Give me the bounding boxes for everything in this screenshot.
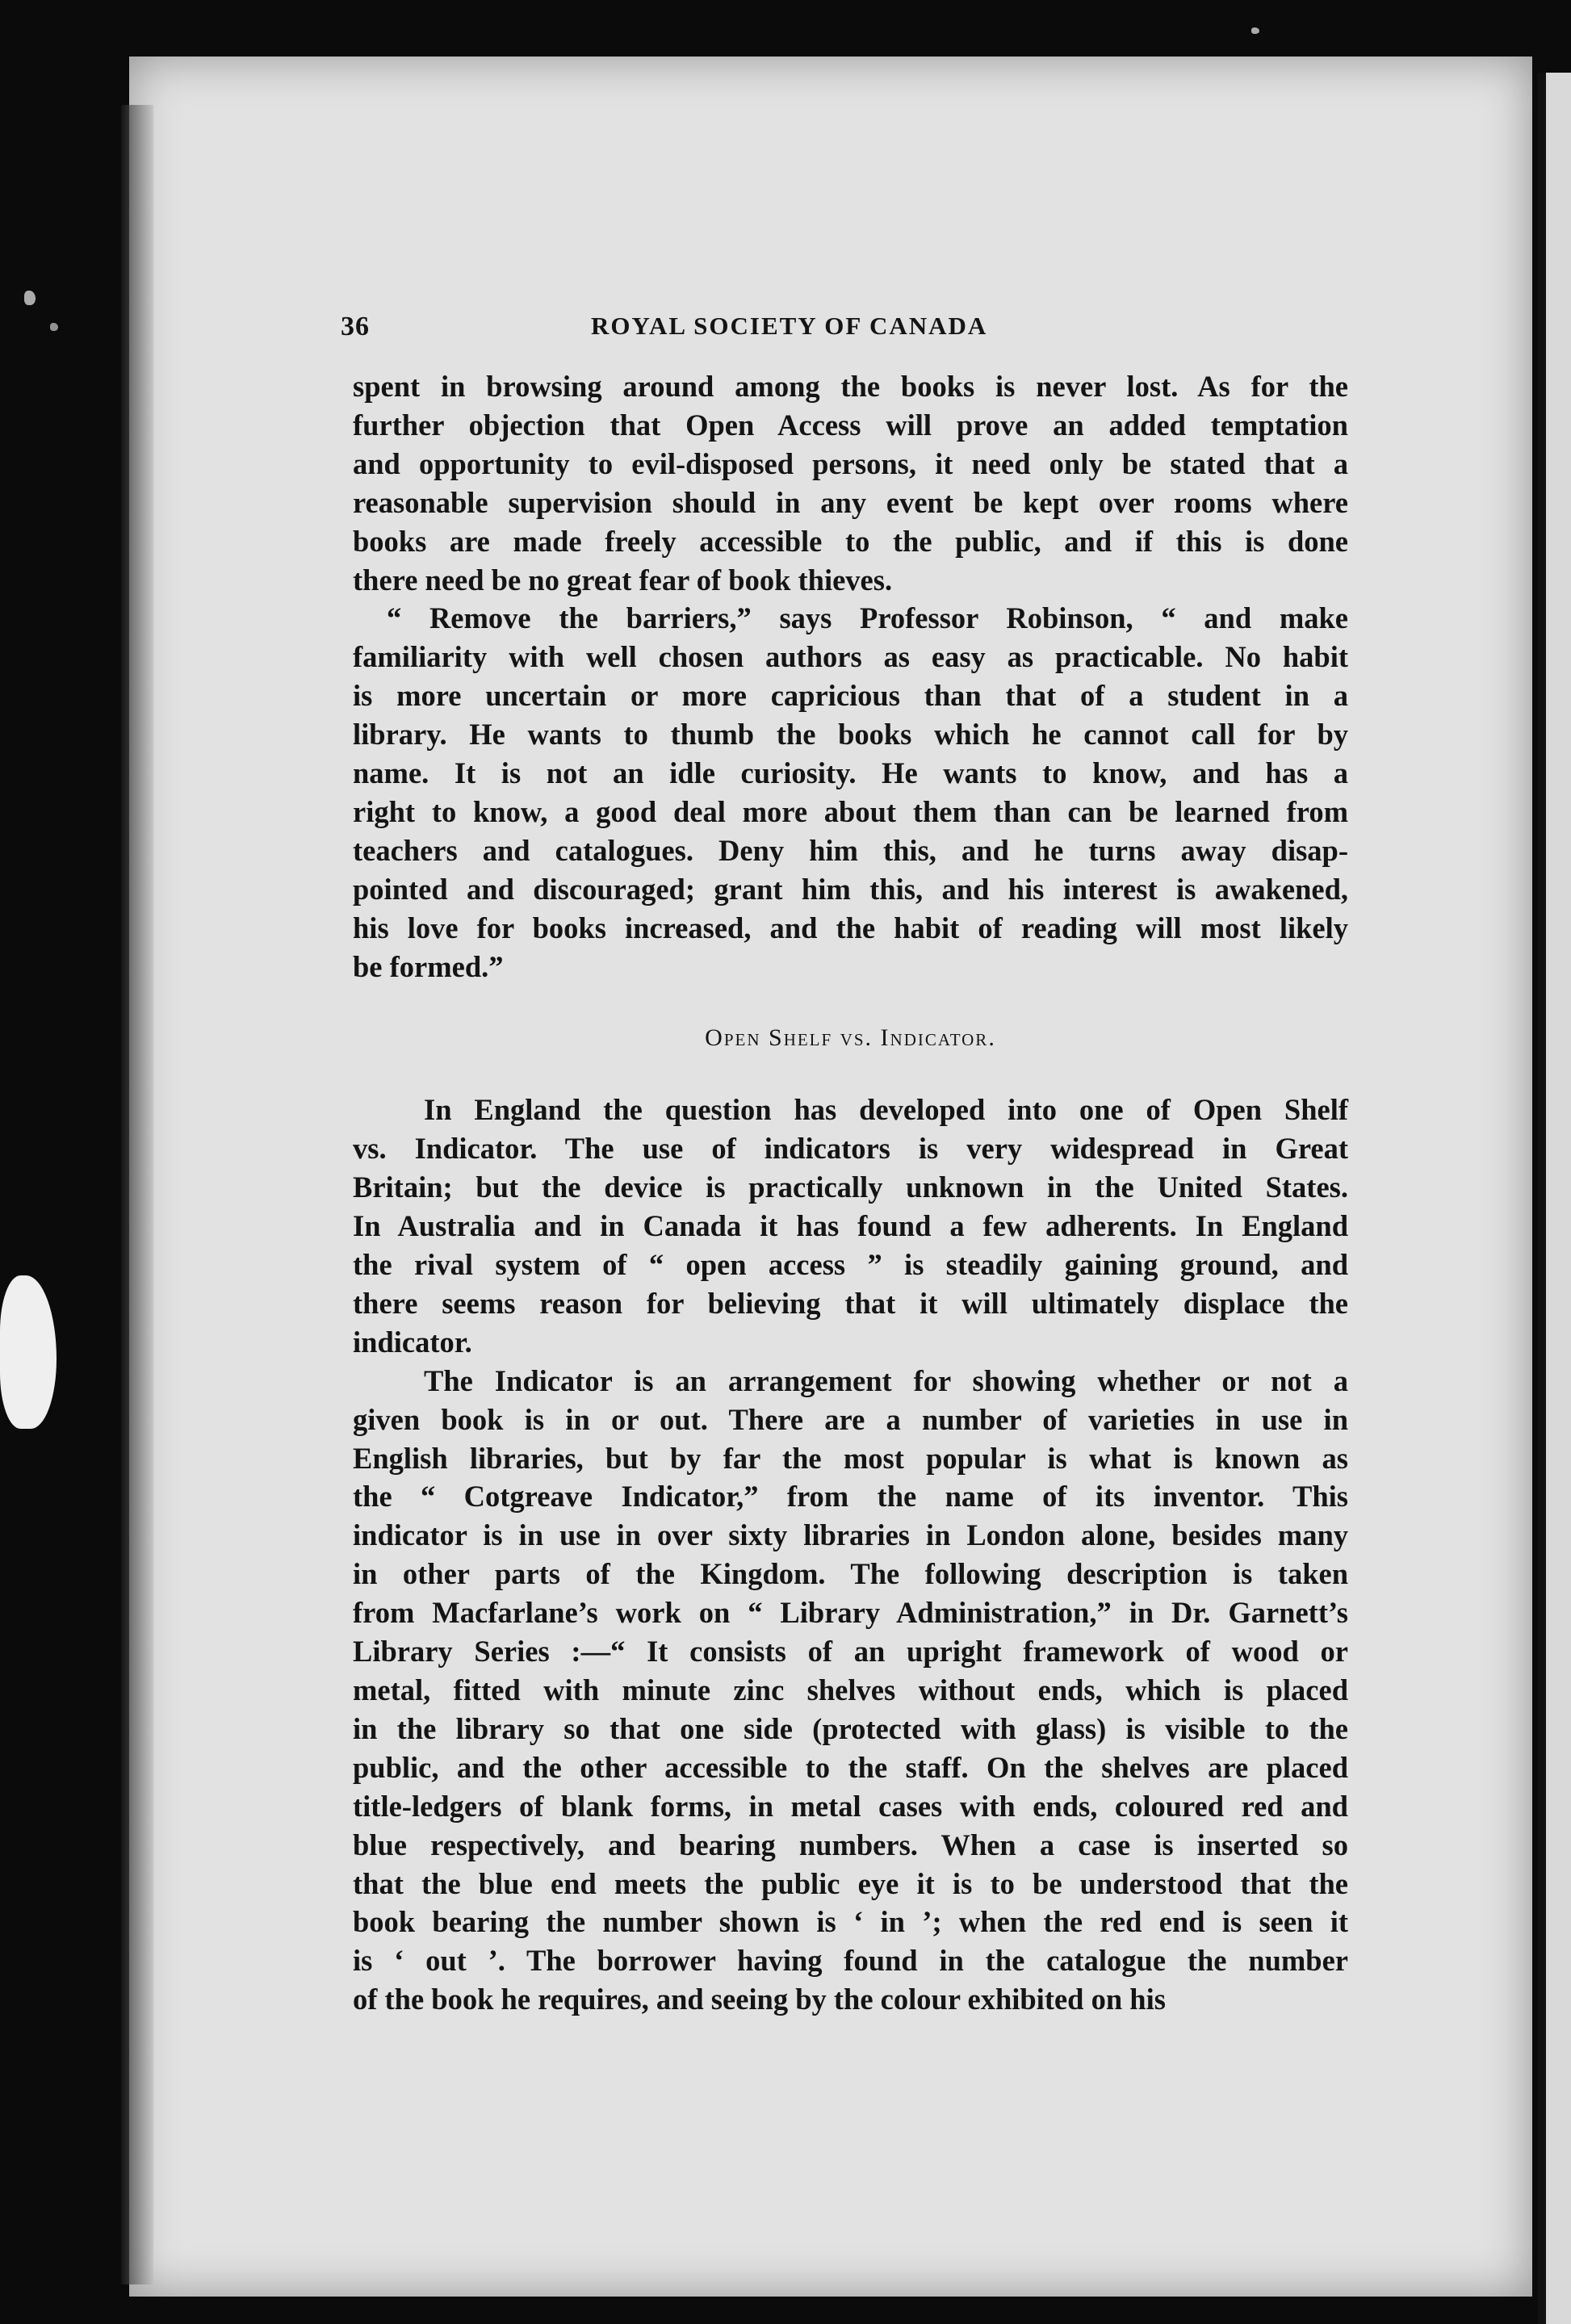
text-line: library. He wants to thumb the books which he cannot call for by [353, 718, 1348, 752]
text-line: indicator. [353, 1325, 472, 1359]
text-line: name. It is not an idle curiosity. He wants to know, and has a [353, 756, 1348, 790]
text-line: “ Remove the barriers,” says Professor Robinson, “ and make [387, 601, 1348, 635]
text-line: in other parts of the Kingdom. The following description is taken [353, 1557, 1348, 1591]
text-line: indicator is in use in over sixty libraries in London alone, besides many [353, 1518, 1348, 1552]
paragraph-indicator-description [353, 1362, 1348, 2019]
text-line: book bearing the number shown is ‘ in ’; when the red end is seen it [353, 1905, 1348, 1939]
text-line: blue respectively, and bearing numbers. When a case is inserted so [353, 1828, 1348, 1861]
text-line: books are made freely accessible to the public, and if this is done [353, 524, 1348, 558]
page-body [353, 367, 1348, 2019]
text-line: his love for books increased, and the habit of reading will most likely [353, 911, 1348, 944]
text-line: is more uncertain or more capricious than that of a student in a [353, 679, 1348, 713]
scan-artifact [1251, 27, 1259, 34]
text-line: title-ledgers of blank forms, in metal cases with ends, coloured red and [353, 1789, 1348, 1823]
page-binding-shadow [121, 105, 153, 2284]
text-line: In England the question has developed into one of Open Shelf [424, 1093, 1348, 1127]
text-line: the “ Cotgreave Indicator,” from the name of its inventor. This [353, 1480, 1348, 1514]
paragraph-robinson-quote [353, 599, 1348, 986]
text-line: metal, fitted with minute zinc shelves without ends, which is placed [353, 1673, 1348, 1706]
text-line: English libraries, but by far the most popular is what is known as [353, 1441, 1348, 1475]
section-heading: Open Shelf vs. Indicator. [705, 1024, 996, 1051]
text-line: Library Series :—“ It consists of an upright framework of wood or [353, 1635, 1348, 1669]
page-number: 36 [341, 312, 370, 341]
text-line: of the book he requires, and seeing by the colour exhibited on his [353, 1983, 1166, 2016]
scan-artifact [24, 291, 36, 305]
text-line: further objection that Open Access will prove an added temptation [353, 408, 1348, 442]
text-line: from Macfarlane’s work on “ Library Administration,” in Dr. Garnett’s [353, 1596, 1348, 1630]
text-line: is ‘ out ’. The borrower having found in the catalogue the number [353, 1944, 1348, 1978]
text-line: given book is in or out. There are a number of varieties in use in [353, 1402, 1348, 1436]
text-line: The Indicator is an arrangement for showing whether or not a [424, 1363, 1348, 1397]
text-line: Britain; but the device is practically unknown in the United States. [353, 1170, 1348, 1204]
text-line: be formed.” [353, 949, 504, 983]
text-line: there seems reason for believing that it will ultimately displace the [353, 1286, 1348, 1320]
text-line: there need be no great fear of book thieves. [353, 563, 893, 597]
scan-artifact [0, 1275, 57, 1429]
text-line: that the blue end meets the public eye it is to be understood that the [353, 1866, 1348, 1900]
text-line: pointed and discouraged; grant him this, and his interest is awakened, [353, 872, 1348, 906]
text-line: the rival system of “ open access ” is steadily gaining ground, and [353, 1248, 1348, 1282]
text-line: spent in browsing around among the books is never lost. As for the [353, 370, 1348, 403]
text-line: and opportunity to evil-disposed persons, it need only be stated that a [353, 446, 1348, 480]
text-line: right to know, a good deal more about them than can be learned from [353, 794, 1348, 828]
text-line: in the library so that one side (protected with glass) is visible to the [353, 1711, 1348, 1745]
running-header [341, 307, 1041, 355]
running-title: ROYAL SOCIETY OF CANADA [591, 312, 988, 340]
text-line: public, and the other accessible to the staff. On the shelves are placed [353, 1750, 1348, 1784]
scan-artifact [50, 323, 58, 331]
text-line: familiarity with well chosen authors as easy as practicable. No habit [353, 640, 1348, 674]
text-line: In Australia and in Canada it has found a few adherents. In England [353, 1209, 1348, 1243]
paragraph-open-access [353, 367, 1348, 599]
text-line: vs. Indicator. The use of indicators is very widespread in Great [353, 1132, 1348, 1166]
text-line: reasonable supervision should in any event be kept over rooms where [353, 485, 1348, 519]
paragraph-open-shelf-vs-indicator [353, 1091, 1348, 1361]
text-line: teachers and catalogues. Deny him this, and he turns away disap- [353, 833, 1348, 867]
adjacent-page-edge [1538, 73, 1571, 2324]
